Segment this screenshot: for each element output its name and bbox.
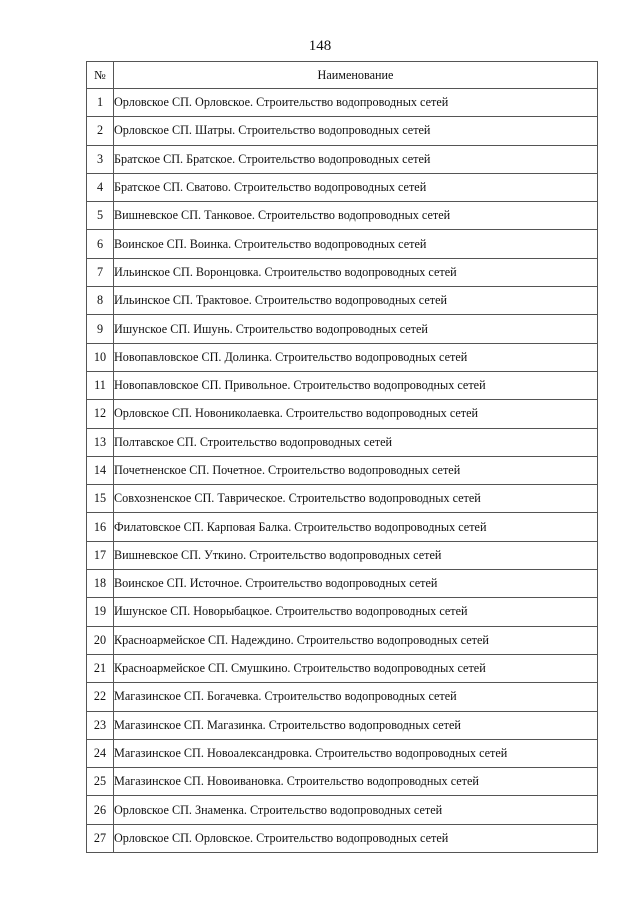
row-name: Магазинское СП. Богачевка. Строительство водопроводных сетей (114, 683, 598, 711)
table-row (87, 343, 598, 371)
header-name: Наименование (114, 62, 598, 89)
row-number: 21 (87, 654, 114, 682)
row-name: Полтавское СП. Строительство водопроводных сетей (114, 428, 598, 456)
row-name: Орловское СП. Орловское. Строительство водопроводных сетей (114, 89, 598, 117)
table-row (87, 513, 598, 541)
table-row (87, 400, 598, 428)
table-row (87, 626, 598, 654)
row-name: Орловское СП. Новониколаевка. Строительство водопроводных сетей (114, 400, 598, 428)
row-name: Магазинское СП. Магазинка. Строительство водопроводных сетей (114, 711, 598, 739)
row-number: 6 (87, 230, 114, 258)
table-row (87, 315, 598, 343)
row-number: 3 (87, 145, 114, 173)
row-name: Почетненское СП. Почетное. Строительство водопроводных сетей (114, 456, 598, 484)
row-number: 22 (87, 683, 114, 711)
row-number: 14 (87, 456, 114, 484)
row-name: Братское СП. Сватово. Строительство водопроводных сетей (114, 173, 598, 201)
row-number: 9 (87, 315, 114, 343)
row-name: Орловское СП. Орловское. Строительство водопроводных сетей (114, 824, 598, 852)
table-row (87, 258, 598, 286)
row-name: Ильинское СП. Воронцовка. Строительство водопроводных сетей (114, 258, 598, 286)
row-number: 24 (87, 739, 114, 767)
table-body (87, 89, 598, 853)
row-number: 5 (87, 202, 114, 230)
table-row (87, 711, 598, 739)
table-row (87, 768, 598, 796)
objects-table (86, 61, 598, 853)
row-name: Ишунское СП. Новорыбацкое. Строительство водопроводных сетей (114, 598, 598, 626)
table-row (87, 202, 598, 230)
row-name: Ильинское СП. Трактовое. Строительство водопроводных сетей (114, 287, 598, 315)
row-name: Воинское СП. Воинка. Строительство водопроводных сетей (114, 230, 598, 258)
table-header-row (87, 62, 598, 89)
row-name: Красноармейское СП. Смушкино. Строительство водопроводных сетей (114, 654, 598, 682)
row-name: Магазинское СП. Новоивановка. Строительство водопроводных сетей (114, 768, 598, 796)
row-number: 1 (87, 89, 114, 117)
table-row (87, 654, 598, 682)
table-row (87, 173, 598, 201)
row-number: 16 (87, 513, 114, 541)
row-name: Вишневское СП. Уткино. Строительство водопроводных сетей (114, 541, 598, 569)
row-name: Новопавловское СП. Привольное. Строительство водопроводных сетей (114, 371, 598, 399)
page-number: 148 (308, 38, 332, 54)
row-name: Орловское СП. Знаменка. Строительство водопроводных сетей (114, 796, 598, 824)
table-row (87, 598, 598, 626)
table-row (87, 371, 598, 399)
table-row (87, 739, 598, 767)
row-number: 18 (87, 570, 114, 598)
table-row (87, 428, 598, 456)
row-number: 20 (87, 626, 114, 654)
row-number: 10 (87, 343, 114, 371)
table-row (87, 89, 598, 117)
table-row (87, 485, 598, 513)
header-number: № (87, 62, 114, 89)
row-name: Воинское СП. Источное. Строительство водопроводных сетей (114, 570, 598, 598)
row-name: Братское СП. Братское. Строительство водопроводных сетей (114, 145, 598, 173)
table-row (87, 683, 598, 711)
table-row (87, 145, 598, 173)
row-number: 7 (87, 258, 114, 286)
row-name: Совхозненское СП. Таврическое. Строительство водопроводных сетей (114, 485, 598, 513)
row-number: 23 (87, 711, 114, 739)
table-row (87, 287, 598, 315)
row-name: Ишунское СП. Ишунь. Строительство водопроводных сетей (114, 315, 598, 343)
row-name: Красноармейское СП. Надеждино. Строительство водопроводных сетей (114, 626, 598, 654)
row-number: 2 (87, 117, 114, 145)
row-number: 15 (87, 485, 114, 513)
row-name: Филатовское СП. Карповая Балка. Строительство водопроводных сетей (114, 513, 598, 541)
row-number: 26 (87, 796, 114, 824)
table-row (87, 541, 598, 569)
row-number: 17 (87, 541, 114, 569)
row-number: 19 (87, 598, 114, 626)
row-name: Вишневское СП. Танковое. Строительство водопроводных сетей (114, 202, 598, 230)
row-number: 4 (87, 173, 114, 201)
row-number: 27 (87, 824, 114, 852)
row-name: Орловское СП. Шатры. Строительство водопроводных сетей (114, 117, 598, 145)
row-number: 13 (87, 428, 114, 456)
table-row (87, 570, 598, 598)
table-row (87, 117, 598, 145)
table-row (87, 456, 598, 484)
table-row (87, 796, 598, 824)
row-number: 8 (87, 287, 114, 315)
row-name: Новопавловское СП. Долинка. Строительство водопроводных сетей (114, 343, 598, 371)
table-row (87, 230, 598, 258)
row-number: 11 (87, 371, 114, 399)
row-name: Магазинское СП. Новоалександровка. Строительство водопроводных сетей (114, 739, 598, 767)
table-row (87, 824, 598, 852)
row-number: 25 (87, 768, 114, 796)
row-number: 12 (87, 400, 114, 428)
